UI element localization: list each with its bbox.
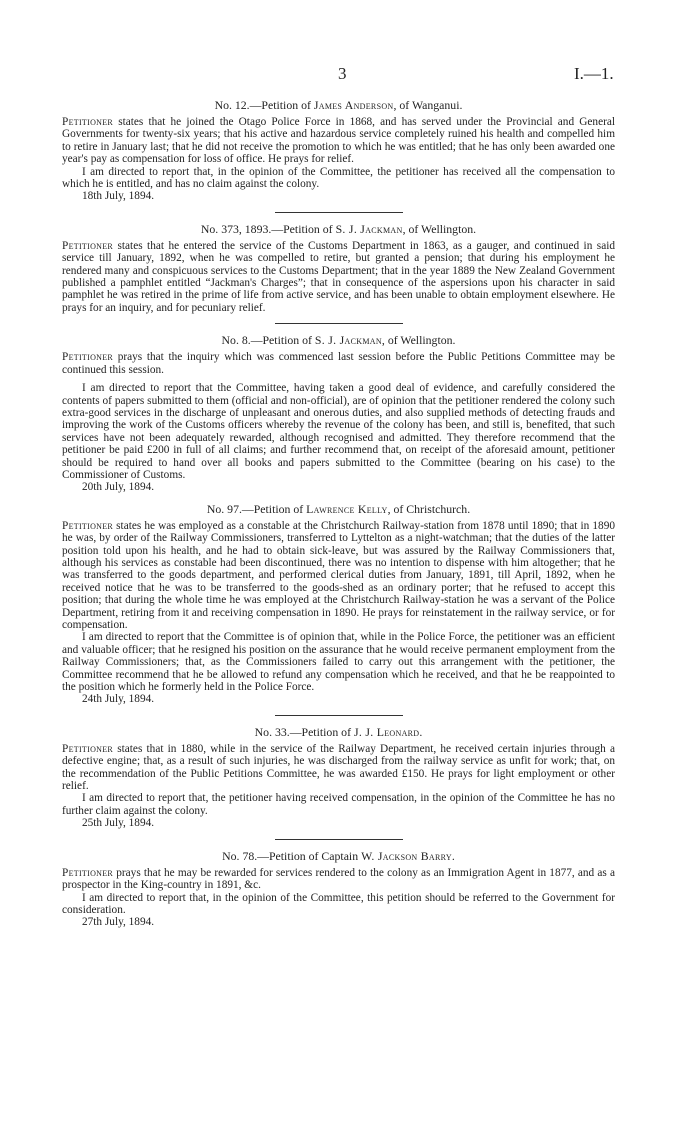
document-body — [62, 98, 615, 929]
report-date: 25th July, 1894. — [82, 817, 155, 830]
petition-title: No. 97.—Petition of Lawrence Kelly, of Christchurch. — [206, 501, 471, 516]
petition-title: No. 8.—Petition of S. J. Jackman, of Wellington. — [221, 333, 456, 348]
petitioner-name: S. J. Jackman — [314, 333, 382, 348]
report-date: 18th July, 1894. — [82, 190, 155, 203]
petitioner-name: W. Jackson Barry — [361, 848, 452, 863]
petition-statement: Petitioner states he was employed as a constable at the Christchurch Railway-station from 1878 until 1890; that in 1890 he was, by order of the Railway Commissioners, transferred to Lyttelton as a night-watchman; that the duties of the latter position told upon his health, and he had to obtain sick-leave, but was assured by the Railway Commissioners that, although his services as constable had been discontinued, there was no intention to dispense with him altogether; that he was transferred to the goods department, and performed clerical duties from January, 1891, till April, 1892, when he received notice that he was to be transferred to the goods-shed as an ordinary porter; that he refused to accept this position; that during the whole time he was employed at the Christchurch Railway-station he was a servant of the Police Department, retiring from it and receiving compensation in 1890. He prays for reinstatement in the railway service, or for compensation. — [62, 519, 615, 631]
paper-reference: I.—1. — [574, 64, 614, 83]
petition-section — [62, 849, 615, 929]
committee-report: I am directed to report that, the petitioner having received compensation, in the opinion of the Committee he has no further claim against the colony. — [62, 792, 615, 817]
page-number: 3 — [338, 64, 347, 83]
petition-title: No. 33.—Petition of J. J. Leonard. — [254, 724, 423, 739]
report-date: 20th July, 1894. — [82, 481, 155, 494]
petitioner-name: S. J. Jackman — [335, 221, 403, 236]
petition-section — [62, 222, 615, 314]
section-divider — [275, 839, 403, 840]
petition-title: No. 78.—Petition of Captain W. Jackson Barry. — [222, 848, 455, 863]
petitioner-name: J. J. Leonard — [353, 724, 420, 739]
petition-section — [62, 98, 615, 203]
section-divider — [275, 212, 403, 213]
petitioner-name: Lawrence Kelly — [306, 501, 388, 516]
petitioner-name: James Anderson — [313, 98, 394, 112]
petition-statement: Petitioner states that he entered the service of the Customs Department in 1863, as a gauger, and continued in said service till January, 1892, when he was compelled to retire, but granted a pension; that during his employment he rendered many and conspicuous services to the Customs Department; that in the year 1889 the New Zealand Government published a pamphlet entitled “Jackman's Charges”; that in consequence of the aspersions upon his character in said pamphlet he was retired in the prime of life from active service, and has been unable to obtain employment elsewhere. He prays for an inquiry, and for pecuniary relief. — [62, 239, 615, 314]
committee-report: I am directed to report that, in the opinion of the Committee, the petitioner has received all the compensation to which he is entitled, and has no claim against the colony. — [62, 165, 615, 191]
petition-section — [62, 502, 615, 706]
petition-statement: Petitioner states that in 1880, while in the service of the Railway Department, he received certain injuries through a defective engine; that, as a result of such injuries, he was discharged from the railway service as unfit for work; that, on the recommendation of the Public Petitions Committee, he was awarded £150. He prays for light employment or other relief. — [62, 742, 615, 793]
committee-report: I am directed to report that the Committee is of opinion that, while in the Police Force, the petitioner was an efficient and valuable officer; that he resigned his position on the assurance that he would receive permanent employment from the Railway Commissioners; that, as the Commissioners failed to carry out this arrangement with the petitioner, the Committee recommend that he be allowed to refund any compensation which he received, and that he be reappointed to the position which he formerly held in the Police Force. — [62, 631, 615, 694]
committee-report: I am directed to report that the Committee, having taken a good deal of evidence, and carefully considered the contents of papers submitted to them (official and non-official), are of opinion that the petitioner rendered the colony such extra-good services in the discharge of unpleasant and onerous duties, and also supplied methods of detecting frauds and improving the work of the Customs officers whereby the revenue of the colony has been, and still is, benefited, that such services have not been adequately rewarded, although recognised and admitted. They therefore recommend that the petitioner be paid £200 in full of all claims; and further recommend that, on receipt of the aforesaid amount, petitioner should be required to hand over all books and papers submitted to the Committee (bearing on his case) to the Commissioner of Customs. — [62, 382, 615, 481]
report-date: 27th July, 1894. — [82, 916, 155, 929]
petition-statement: Petitioner states that he joined the Otago Police Force in 1868, and has served under the Provincial and General Governments for twenty-six years; that his active and hazardous service completely ruined his health and compelled him to retire in January last; that he did not receive the promotion to which he was entitled; that he has only been awarded one year's pay as compensation for loss of office. He prays for relief. — [62, 116, 615, 166]
petition-title: No. 12.—Petition of James Anderson, of Wanganui. — [214, 98, 463, 112]
page-header — [0, 64, 700, 88]
petition-title: No. 373, 1893.—Petition of S. J. Jackman, of Wellington. — [200, 221, 477, 236]
petition-section — [62, 725, 615, 830]
report-date: 24th July, 1894. — [82, 693, 155, 706]
petition-section — [62, 333, 615, 493]
committee-report: I am directed to report that, in the opinion of the Committee, this petition should be referred to the Government for consideration. — [62, 891, 615, 916]
petition-statement: Petitioner prays that he may be rewarded for services rendered to the colony as an Immigration Agent in 1877, and as a prospector in the King-country in 1891, &c. — [62, 866, 615, 892]
section-divider — [275, 323, 403, 324]
petition-statement: Petitioner prays that the inquiry which was commenced last session before the Public Petitions Committee may be continued this session. — [62, 351, 615, 376]
section-divider — [275, 715, 403, 716]
